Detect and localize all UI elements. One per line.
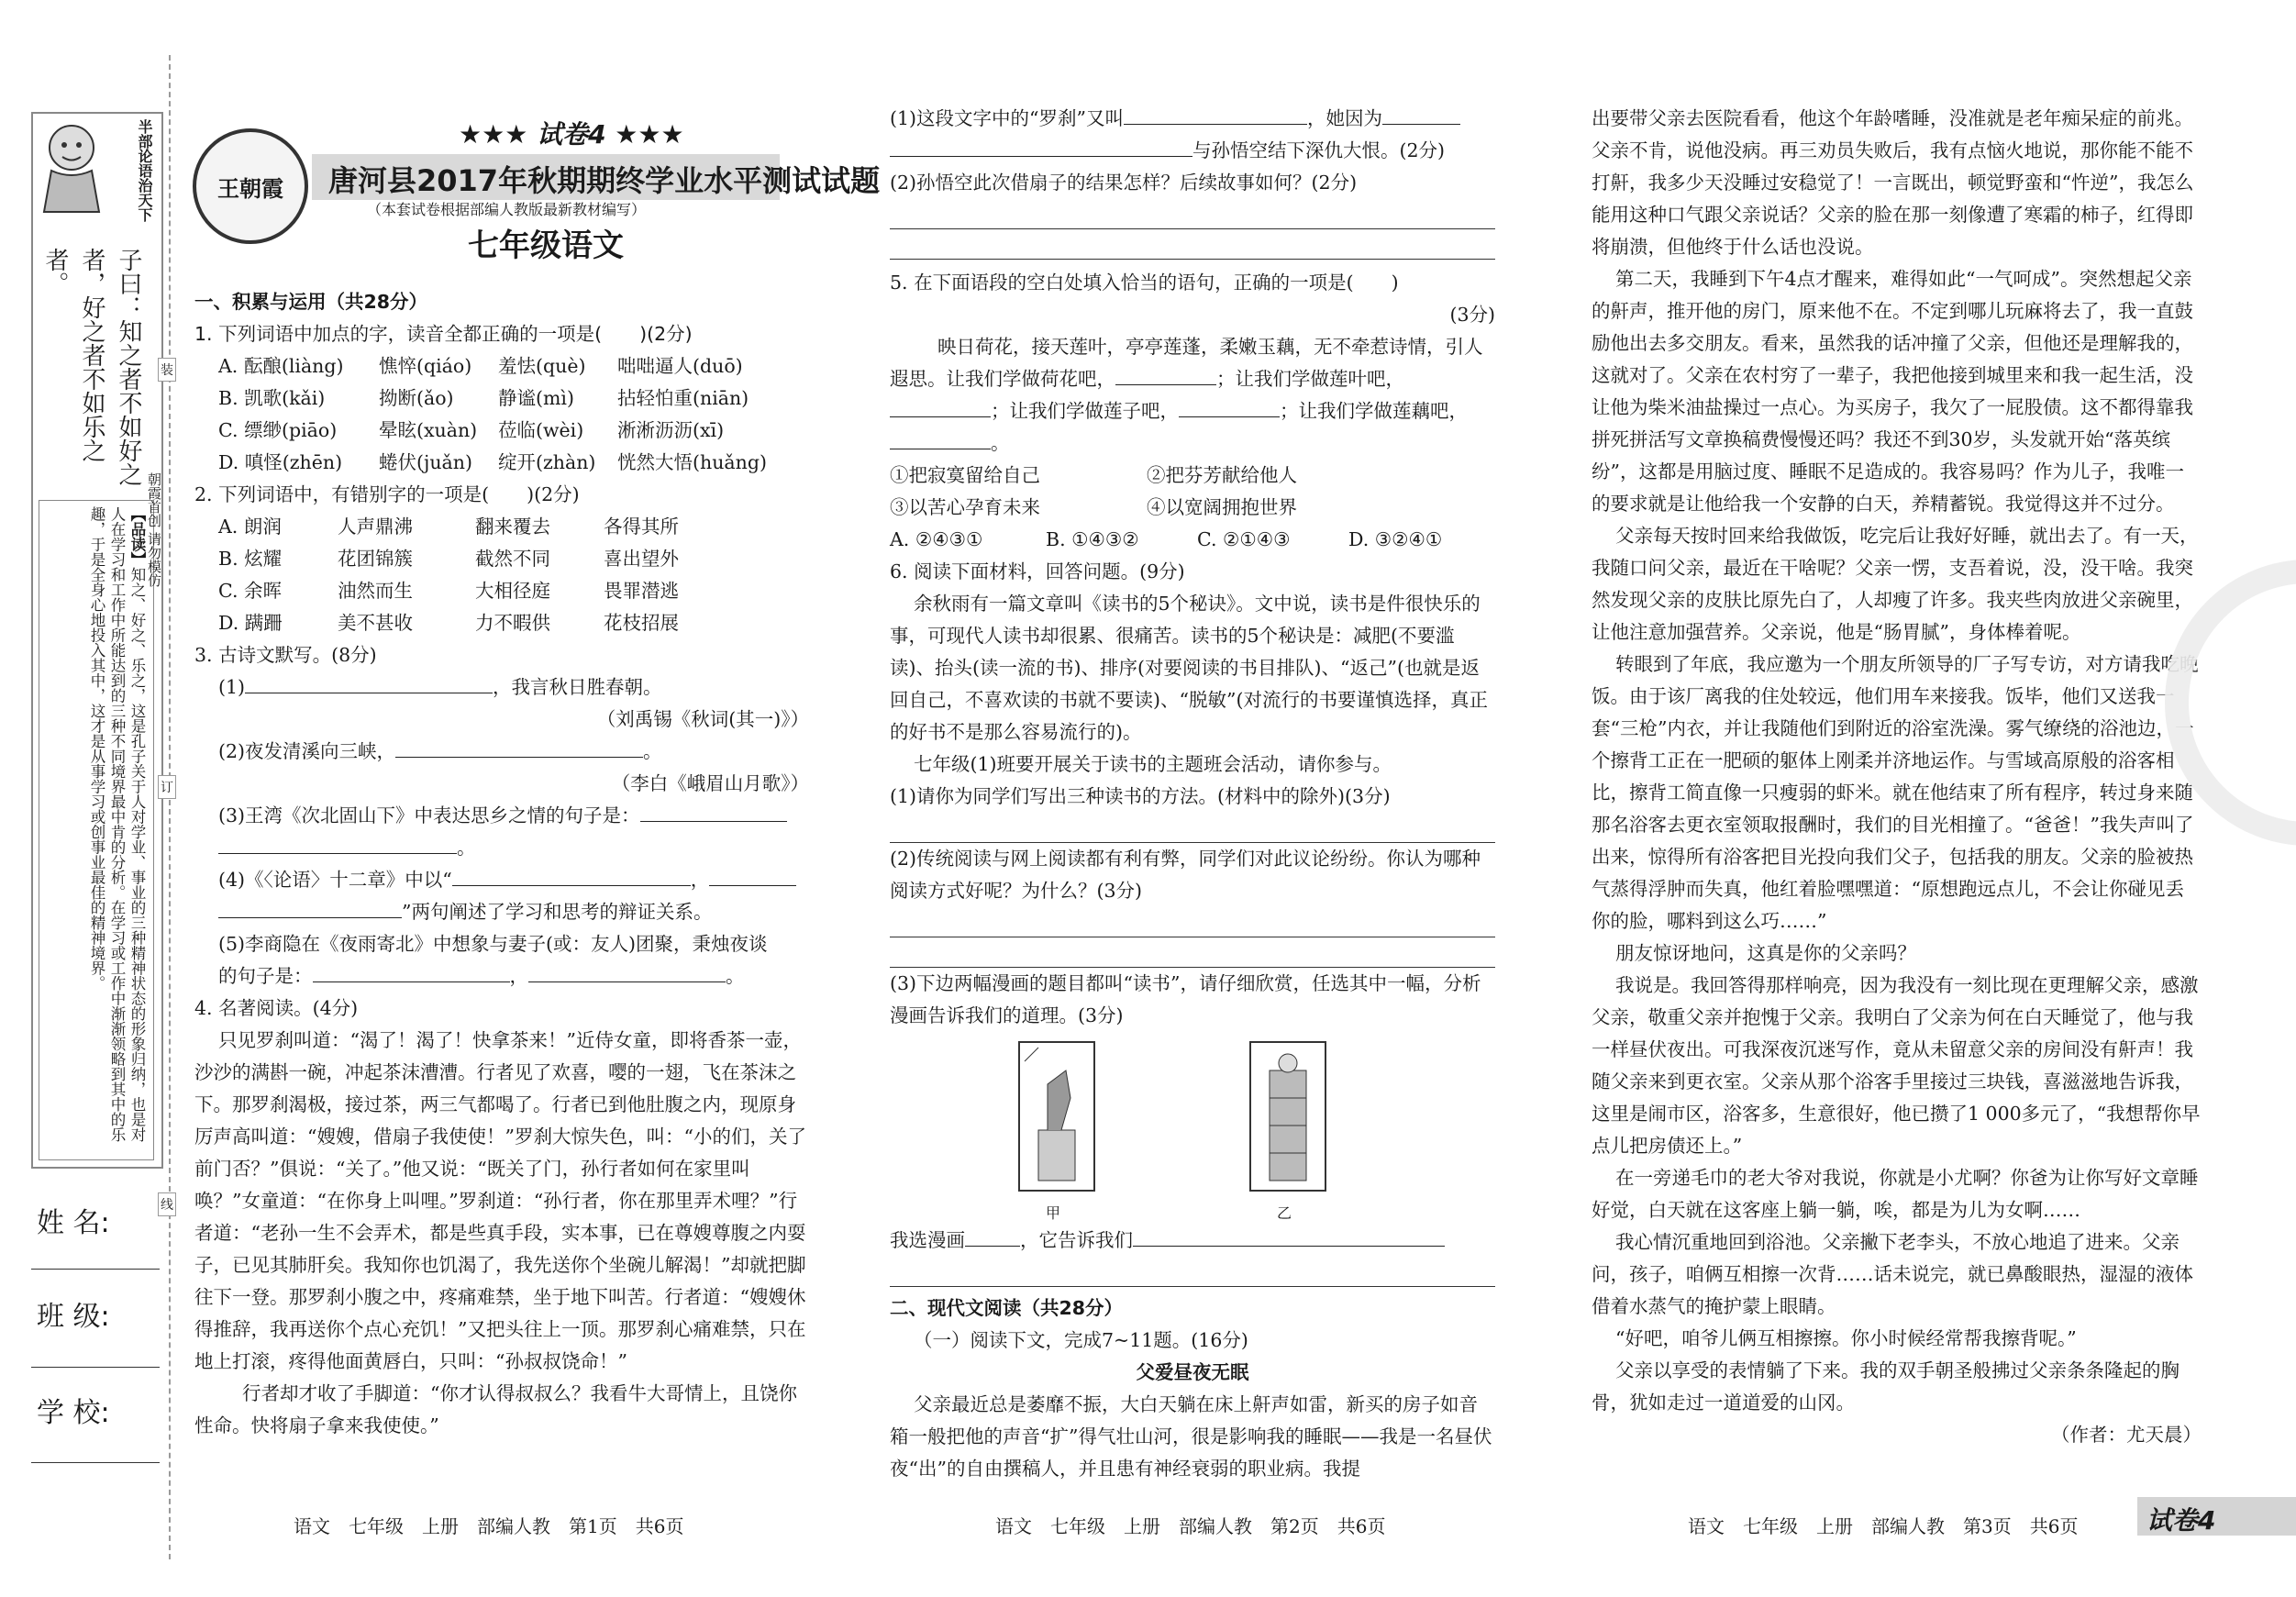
q1-a-4: 咄咄逼人(duō): [617, 355, 743, 377]
story-para-2: 出要带父亲去医院看看，他这个年龄嗜睡，没准就是老年痴呆症的前兆。父亲不肯，说他没病。再三劝员失败后，我有点恼火地说，那你能不能不打鼾，我多少天没睡过安稳觉了！一言既出，顿觉野蛮和“忤逆”，我怎么能用这种口气跟父亲说话？父亲的脸在那一刻像遭了寒霜的柿子，红得即将崩溃，但他终于什么话也没说。: [1592, 107, 2194, 258]
side-banner: 半部论语治天下: [136, 119, 153, 222]
section-1-title: 一、积累与运用（共28分）: [194, 291, 428, 313]
q6-passage: 余秋雨有一篇文章叫《读书的5个秘诀》。文中说，读书是件很快乐的事，可现代人读书却很累、很痛苦。读书的5个秘诀是：减肥(不要滥读)、抬头(读一流的书)、排序(对要阅读的书目排队)、“返己”(也就是返回自己，不喜欢读的书就不要读)、“脱敏”(对流行的书要谨慎选择，真正的好书不是那么容易流行的)。: [890, 593, 1488, 743]
q5-text-c: ；让我们学做莲子吧，: [991, 400, 1179, 422]
q3-2-text: (2)夜发清溪向三峡，: [218, 740, 396, 762]
q4-1-blank[interactable]: [1124, 104, 1307, 125]
q2-b-3: 截然不同: [475, 548, 550, 570]
q3-4-text: (4)《〈论语〉十二章》中以“: [218, 869, 452, 891]
q2-a-3: 翻来覆去: [475, 516, 550, 538]
column-3: [1592, 103, 2202, 1451]
q1-b-1: B. 凯歌(kǎi): [218, 387, 326, 409]
q5-option-d[interactable]: D. ③②④①: [1348, 528, 1443, 550]
story-author: （作者：尤天晨）: [2051, 1424, 2202, 1446]
q5-blank-1[interactable]: [1115, 364, 1216, 385]
q3-4-blank[interactable]: [452, 865, 691, 886]
q5-option-b[interactable]: B. ①④③②: [1046, 528, 1139, 550]
q5-blank-2[interactable]: [890, 396, 991, 417]
q3-4b-text: ”两句阐述了学习和思考的辩证关系。: [402, 901, 713, 923]
q5-blank-3[interactable]: [1179, 396, 1280, 417]
q2-stem: 2. 下列词语中，有错别字的一项是( )(2分): [194, 483, 580, 505]
side-motto: 子曰：知之者不如好之者，好之者不如乐之者。: [41, 248, 142, 486]
story-para-10: “好吧，咱爷儿俩互相擦擦。你小时候经常帮我擦背呢。”: [1615, 1327, 2077, 1349]
q4-1-blank-3[interactable]: [890, 136, 1192, 157]
section-2-subtitle: （一）阅读下文，完成7~11题。(16分): [914, 1329, 1248, 1351]
q6-2: (2)传统阅读与网上阅读都有利有弊，同学们对此议论纷纷。你认为哪种阅读方式好呢？为什么？(3分): [890, 848, 1481, 902]
story-para-3: 第二天，我睡到下午4点才醒来，难得如此“一气呵成”。突然想起父亲的鼾声，推开他的房门，原来他不在。不定到哪儿玩麻将去了，我一直鼓励他出去多交朋友。看来，虽然我的话冲撞了父亲，但他还是理解我的，这就对了。父亲在农村穷了一辈子，我把他接到城里来和我一起生活，没让他为柴米油盐操过一点心。为买房子，我欠了一屁股债。这不都得靠我拼死拼活写文章换稿费慢慢还吗？我还不到30岁，头发就开始“落英缤纷”，这都是用脑过度、睡眠不足造成的。我容易吗？作为儿子，我唯一的要求就是让他给我一个安静的白天，养精蓄锐。我觉得这并不过分。: [1592, 268, 2193, 515]
q1-a-3: 羞怯(què): [498, 355, 586, 377]
q1-a-2: 憔悴(qiáo): [379, 355, 472, 377]
paper-tag-text: 试卷4: [537, 119, 606, 150]
footer-tag: 试卷4: [2146, 1505, 2216, 1536]
q4-1: [890, 103, 1495, 135]
q6-ans-blank-1[interactable]: [965, 1225, 1020, 1247]
q1-d-1: D. 嗔怪(zhēn): [218, 451, 343, 473]
q6-2-answer-line-1[interactable]: [890, 907, 1495, 937]
paper-tag: ★★★ 试卷4 ★★★: [459, 119, 684, 150]
q4-1-line2: [890, 135, 1495, 167]
q1-c-4: 淅淅沥沥(xī): [617, 419, 725, 441]
q1-stem: 1. 下列词语中加点的字，读音全都正确的一项是( )(2分): [194, 323, 693, 345]
q2-a-4: 各得其所: [604, 516, 679, 538]
q5-items: [890, 460, 1495, 524]
q3-4b: [194, 896, 809, 928]
q3-3-blank-2[interactable]: [218, 833, 457, 854]
q6-ans-text-a: 我选漫画: [890, 1229, 965, 1251]
q3-3: [194, 800, 809, 832]
q1-c-1: C. 缥缈(piāo): [218, 419, 338, 441]
q1-b-3: 静谧(mì): [498, 387, 574, 409]
q2-a-2: 人声鼎沸: [338, 516, 413, 538]
name-line[interactable]: [31, 1269, 160, 1270]
q6-1-answer-line[interactable]: [890, 813, 1495, 843]
story-para-11: 父亲以享受的表情躺了下来。我的双手朝圣般拂过父亲条条隆起的胸骨，犹如走过一道道爱的山冈。: [1592, 1359, 2180, 1414]
section-2-title: 二、现代文阅读（共28分）: [890, 1297, 1124, 1319]
q1-a-1: A. 酝酿(liàng): [218, 355, 344, 377]
q3-2: (2)夜发清溪向三峡， 。: [194, 736, 809, 768]
q2-d-4: 花枝招展: [604, 612, 679, 634]
story-title: 父爱昼夜无眠: [1136, 1361, 1249, 1383]
q5-option-a[interactable]: A. ②④③①: [890, 528, 983, 550]
exam-subtitle: （本套试卷根据部编人教版最新教材编写）: [367, 201, 647, 218]
binding-cut-line: [169, 55, 171, 1559]
q1-options: [194, 350, 809, 479]
q2-option-a[interactable]: [194, 511, 809, 543]
cartoon-b-label: 乙: [1277, 1204, 1292, 1222]
q3-4-blank-3[interactable]: [218, 897, 402, 918]
cut-mark-2: 订: [158, 775, 176, 799]
q4-stem: 4. 名著阅读。(4分): [194, 997, 359, 1019]
q2-c-1: C. 余晖: [218, 580, 282, 602]
class-line[interactable]: [31, 1367, 160, 1368]
story-para-8: 在一旁递毛巾的老大爷对我说，你就是小尤啊？你爸为让你写好文章睡好觉，白天就在这客座上躺一躺，唉，都是为儿为女啊……: [1592, 1167, 2199, 1221]
q5-item-4: ④以宽阔拥抱世界: [1147, 496, 1297, 518]
q3-1: (1) ，我言秋日胜春朝。: [194, 671, 809, 704]
q2-b-4: 喜出望外: [604, 548, 679, 570]
q6-3-answer: [890, 1225, 1495, 1257]
q5-score: (3分): [1449, 304, 1495, 326]
q3-5-blank-2[interactable]: [528, 961, 726, 982]
cut-mark-3: 线: [158, 1192, 176, 1216]
name-label: 姓 名:: [37, 1207, 110, 1239]
school-label: 学 校:: [37, 1397, 110, 1429]
q6-stem: 6. 阅读下面材料，回答问题。(9分): [890, 560, 1185, 582]
story-para-4: 父亲每天按时回来给我做饭，吃完后让我好好睡，就出去了。有一天，我随口问父亲，最近在干啥呢？父亲一愣，支吾着说，没，没干啥。我突然发现父亲的皮肤比原先白了，人却瘦了许多。我夹些肉放进父亲碗里，让他注意加强营养。父亲说，他是“肠胃腻”，身体棒着呢。: [1592, 525, 2199, 643]
q1-d-3: 绽开(zhàn): [498, 451, 596, 473]
school-line[interactable]: [31, 1462, 160, 1463]
q1-d-4: 恍然大悟(huǎng): [617, 451, 767, 473]
class-label: 班 级:: [37, 1301, 110, 1333]
q3-3-text: (3)王湾《次北固山下》中表达思乡之情的句子是：: [218, 804, 640, 826]
q1-option-d[interactable]: [194, 447, 809, 479]
q5-item-3: ③以苦心孕育未来: [890, 496, 1040, 518]
q1-c-3: 莅临(wèi): [498, 419, 584, 441]
q4-1-text-a: (1)这段文字中的“罗刹”又叫: [890, 107, 1124, 129]
q2-d-2: 美不甚收: [338, 612, 413, 634]
q3-5b: 的句子是： ， 。: [194, 960, 809, 993]
q3-4: (4)《〈论语〉十二章》中以“ ，: [194, 864, 809, 896]
pindu-body: 知之、好之、乐之，这是孔子关于人对学业、事业的三种精神状态的形象归纳，也是对人在学习和工作中所能达到的三种不同境界最中肯的分析。在学习或工作中渐渐领略到其中的乐趣，于是全身心地投入其中，这才是从事学习或创事业最佳的精神境界。: [88, 506, 146, 1142]
q3-1-blank[interactable]: [245, 672, 493, 693]
exam-subject: 七年级语文: [468, 227, 624, 264]
q1-c-2: 晕眩(xuàn): [379, 419, 478, 441]
q4-passage-2: 行者却才收了手脚道：“你才认得叔叔么？我看牛大哥情上，且饶你性命。快将扇子拿来我使使。”: [194, 1382, 797, 1436]
q5-item-1: ①把寂寞留给自己: [890, 464, 1040, 486]
q5-stem: 5. 在下面语段的空白处填入恰当的语句，正确的一项是( ): [890, 272, 1399, 294]
q3-2-source: （李白《峨眉山月歌》）: [611, 772, 809, 794]
q6-1: (1)请你为同学们写出三种读书的方法。(材料中的除外)(3分): [890, 785, 1391, 807]
q5-text-a: 映日荷花，接天莲叶，亭亭莲蓬，柔嫩玉藕，无不牵惹诗情，引人遐思。让我们学做荷花吧，: [890, 336, 1483, 390]
q1-option-a[interactable]: [194, 350, 809, 383]
story-para-6: 朋友惊讶地问，这真是你的父亲吗？: [1615, 942, 1916, 964]
q3-5-blank[interactable]: [313, 961, 510, 982]
q6-3: (3)下边两幅漫画的题目都叫“读书”，请仔细欣赏，任选其中一幅，分析漫画告诉我们的道理。(3分): [890, 972, 1481, 1026]
pindu-title: 【品读】: [128, 506, 146, 567]
q6-3-answer-line[interactable]: [890, 1257, 1495, 1287]
q5-options: [890, 524, 1495, 556]
cut-mark-1: 装: [158, 358, 176, 382]
q1-option-b[interactable]: [194, 383, 809, 415]
exam-title: 唐河县2017年秋期期终学业水平测试试题: [328, 163, 881, 198]
q4-passage-1: 只见罗刹叫道：“渴了！渴了！快拿茶来！”近侍女童，即将香茶一壶，沙沙的满斟一碗，冲起茶沫漕漕。行者见了欢喜，嘤的一翅，飞在茶沫之下。那罗刹渴极，接过茶，两三气都喝了。行者已到他肚腹之内，现原身厉声高叫道：“嫂嫂，借扇子我使使！”罗刹大惊失色，叫：“小的们，关了前门否？”俱说：“关了。”他又说：“既关了门，孙行者如何在家里叫唤？”女童道：“在你身上叫哩。”罗刹道：“孙行者，你在那里弄术哩？”行者道：“老孙一生不会弄术，都是些真手段，实本事，已在尊嫂尊腹之内耍子，已见其肺肝矣。我知你也饥渴了，我先送你个坐碗儿解渴！”却就把脚往下一登。那罗刹小腹之中，疼痛难禁，坐于地下叫苦。行者道：“嫂嫂休得推辞，我再送你个点心充饥！”又把头往上一顶。那罗刹心痛难禁，只在地上打滚，疼得他面黄唇白，只叫：“孙叔叔饶命！”: [194, 1029, 806, 1372]
q2-c-4: 畏罪潜逃: [604, 580, 679, 602]
cartoon-a: [1018, 1041, 1095, 1192]
q3-5: (5)李商隐在《夜雨寄北》中想象与妻子(或：友人)团聚，秉烛夜谈: [218, 933, 768, 955]
q6-intro: 七年级(1)班要开展关于读书的主题班会活动，请你参与。: [914, 753, 1392, 775]
cartoon-b: [1249, 1041, 1326, 1192]
q3-2-blank[interactable]: [395, 737, 643, 758]
q2-option-c[interactable]: [194, 575, 809, 607]
q4-1-text-b: ，她因为: [1307, 107, 1382, 129]
publisher-logo: [193, 128, 308, 244]
q5-item-2: ②把芬芳献给他人: [1147, 464, 1297, 486]
q1-d-2: 蜷伏(juǎn): [379, 451, 472, 473]
q2-c-3: 大相径庭: [475, 580, 550, 602]
cartoons: [890, 1032, 1495, 1225]
q2-a-1: A. 朗润: [218, 516, 282, 538]
story-para-7: 我说是。我回答得那样响亮，因为我没有一刻比现在更理解父亲，感激父亲，敬重父亲并抱愧于父亲。我明白了父亲为何在白天睡觉了，他与我一样昼伏夜出。可我深夜沉迷写作，竟从未留意父亲的房间没有鼾声！我随父亲来到更衣室。父亲从那个浴客手里接过三块钱，喜滋滋地告诉我，这里是闹市区，浴客多，生意很好，他已攒了1 000多元了，“我想帮你早点儿把房债还上。”: [1592, 974, 2201, 1157]
q5-text: 映日荷花，接天莲叶，亭亭莲蓬，柔嫩玉藕，无不牵惹诗情，引人遐思。让我们学做荷花吧， ；让我们学做莲叶吧，；让我们学做莲子吧， ；让我们学做莲藕吧，。: [890, 336, 1483, 454]
q2-c-2: 油然而生: [338, 580, 413, 602]
q4-2: (2)孙悟空此次借扇子的结果怎样？后续故事如何？(2分): [890, 172, 1358, 194]
story-para-5: 转眼到了年底，我应邀为一个朋友所领导的厂子写专访，对方请我吃晚饭。由于该厂离我的住处较远，他们用车来接我。饭毕，他们又送我一套“三枪”内衣，并让我随他们到附近的浴室洗澡。雾气缭绕的浴池边，一个擦背工正在一肥硕的躯体上刚柔并济地运作。与雪域高原般的浴客相比，擦背工简直像一只瘦弱的虾米。就在他结束了所有程序，转过身来随那名浴客去更衣室领取报酬时，我们的目光相撞了。“爸爸！”我失声叫了出来，惊得所有浴客把目光投向我们父子，包括我的朋友。父亲的脸被热气蒸得浮肿而失真，他红着脸嘿嘿道：“原想跑远点儿，不会让你碰见丢你的脸，哪料到这么巧……”: [1592, 653, 2199, 932]
q6-2-answer-line-2[interactable]: [890, 937, 1495, 968]
cartoon-a-label: 甲: [1046, 1204, 1061, 1222]
q5-blank-4[interactable]: [890, 428, 991, 449]
q3-4-blank-2[interactable]: [709, 865, 796, 886]
q2-option-d[interactable]: [194, 607, 809, 639]
logo-text: 王朝霞: [217, 174, 283, 202]
q2-b-1: B. 炫耀: [218, 548, 283, 570]
q3-1-text: ，我言秋日胜春朝。: [493, 676, 662, 698]
column-2: [890, 103, 1495, 1485]
footer-page-3: 语文 七年级 上册 部编人教 第3页 共6页: [1688, 1515, 2079, 1537]
q3-5b-text: 的句子是：: [218, 965, 313, 987]
footer-page-1: 语文 七年级 上册 部编人教 第1页 共6页: [294, 1515, 684, 1537]
q5-text-d: ；让我们学做莲藕吧，: [1280, 400, 1468, 422]
q1-option-c[interactable]: [194, 415, 809, 447]
cartoon-portrait: [35, 116, 108, 216]
footer-page-2: 语文 七年级 上册 部编人教 第2页 共6页: [995, 1515, 1386, 1537]
q4-1-blank-2[interactable]: [1382, 104, 1460, 125]
q2-d-1: D. 蹒跚: [218, 612, 283, 634]
column-1: [194, 286, 809, 1442]
q3-3-blank[interactable]: [640, 801, 787, 822]
q2-d-3: 力不暇供: [475, 612, 550, 634]
q3-3b: 。: [194, 832, 809, 864]
q3-stem: 3. 古诗文默写。(8分): [194, 644, 377, 666]
q3-1-source: （刘禹锡《秋词(其一)》）: [596, 708, 809, 730]
q2-options: [194, 511, 809, 639]
q4-2-answer-line-1[interactable]: [890, 199, 1495, 229]
story-para-9: 我心情沉重地回到浴池。父亲撇下老李头，不放心地追了进来。父亲问，孩子，咱俩互相擦一次背……话未说完，就已鼻酸眼热，湿湿的液体借着水蒸气的掩护蒙上眼睛。: [1592, 1231, 2193, 1317]
q2-b-2: 花团锦簇: [338, 548, 413, 570]
q5-option-c[interactable]: C. ②①④③: [1197, 528, 1291, 550]
q1-b-4: 拈轻怕重(niān): [617, 387, 749, 409]
q5-text-b: ；让我们学做莲叶吧，: [1216, 368, 1404, 390]
q2-option-b[interactable]: [194, 543, 809, 575]
copy-mark: 朝霞首创 请勿模仿: [146, 472, 162, 587]
q6-ans-text-b: ，它告诉我们: [1020, 1229, 1133, 1251]
story-para-1: 父亲最近总是萎靡不振，大白天躺在床上鼾声如雷，新买的房子如音箱一般把他的声音“扩”得气壮山河，很是影响我的睡眠——我是一名昼伏夜“出”的自由撰稿人，并且患有神经衰弱的职业病。我提: [890, 1393, 1492, 1480]
q1-b-2: 拗断(ǎo): [379, 387, 454, 409]
q4-1-text-c: 与孙悟空结下深仇大恨。(2分): [1192, 139, 1446, 161]
q4-2-answer-line-2[interactable]: [890, 229, 1495, 260]
pindu-text: [44, 506, 147, 1152]
